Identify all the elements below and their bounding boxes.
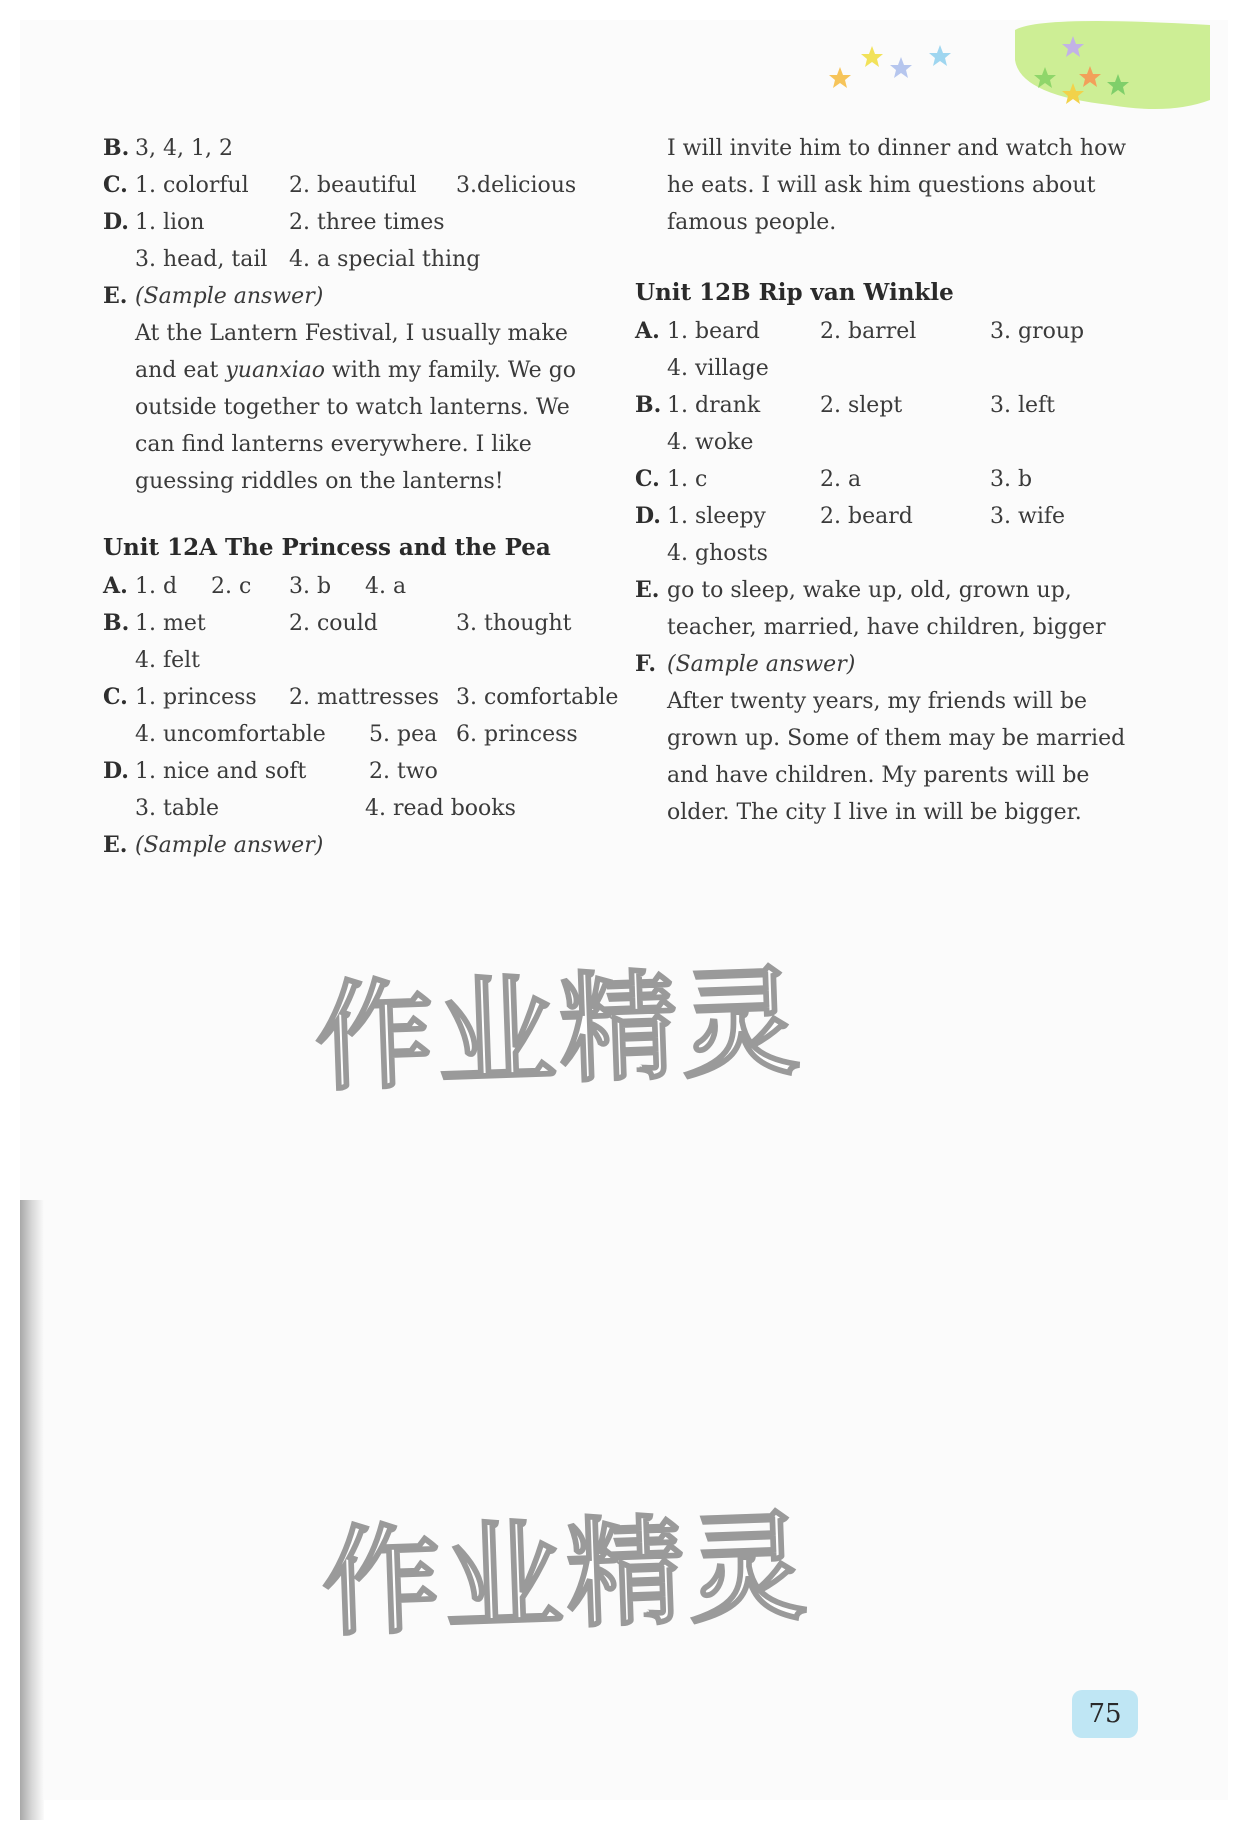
sample-answer-lantern: At the Lantern Festival, I usually make and eat yuanxiao with my family. We go outside together to watch lanterns. We can find lanterns everywhere. I like guessing riddles on the lanterns! — [135, 321, 577, 494]
stars-decoration — [810, 20, 1230, 130]
star-icon — [829, 67, 851, 88]
answer-a-cont: 4. village — [667, 356, 769, 381]
sample-answer-continued: I will invite him to dinner and watch how he eats. I will ask him questions about famous people. — [667, 136, 1127, 235]
watermark: 作业精灵 — [320, 1497, 813, 1653]
watermark: 作业精灵 — [313, 952, 806, 1108]
star-icon — [890, 57, 912, 78]
answer-d: D. 1. lion 2. three times — [103, 209, 445, 235]
scan-edge-shadow — [20, 1200, 44, 1820]
right-column — [635, 130, 1155, 831]
answer-c: C. 1. c 2. a 3. b — [635, 466, 1033, 492]
page-number: 75 — [1072, 1690, 1138, 1738]
star-icon — [929, 45, 951, 66]
answer-f: F. (Sample answer) — [635, 651, 856, 677]
unit-12a-heading: Unit 12A The Princess and the Pea — [103, 534, 551, 561]
answer-b: B. 1. drank 2. slept 3. left — [635, 392, 1056, 418]
answer-c-cont: 4. uncomfortable 5. pea 6. princess — [135, 722, 578, 747]
answer-b-cont: 4. felt — [135, 648, 201, 673]
answer-d-cont: 4. ghosts — [667, 541, 768, 566]
answer-e: E. go to sleep, wake up, old, grown up, teacher, married, have children, bigger — [635, 577, 1106, 640]
answer-a: A. 1. d 2. c 3. b 4. a — [103, 573, 407, 599]
answer-d: D. 1. sleepy 2. beard 3. wife — [635, 503, 1066, 529]
answer-c: C. 1. princess 2. mattresses 3. comfortable — [103, 684, 619, 710]
answer-a: A. 1. beard 2. barrel 3. group — [635, 318, 1085, 344]
answer-e: E. (Sample answer) — [103, 832, 324, 858]
sample-answer-twenty-years: After twenty years, my friends will be grown up. Some of them may be married and have children. My parents will be older. The city I live in will be bigger. — [667, 689, 1126, 825]
answer-b: B. 3, 4, 1, 2 — [103, 135, 233, 161]
unit-12b-heading: Unit 12B Rip van Winkle — [635, 279, 954, 306]
star-icon — [861, 46, 883, 67]
answer-b: B. 1. met 2. could 3. thought — [103, 610, 572, 636]
answer-e: E. (Sample answer) — [103, 283, 324, 309]
answer-d: D. 1. nice and soft 2. two — [103, 758, 438, 784]
answer-d-cont: 3. head, tail 4. a special thing — [135, 247, 481, 272]
answer-d-cont: 3. table 4. read books — [135, 796, 516, 821]
answer-b-cont: 4. woke — [667, 430, 754, 455]
answer-c: C. 1. colorful 2. beautiful 3.delicious — [103, 172, 577, 198]
left-column — [103, 130, 623, 864]
